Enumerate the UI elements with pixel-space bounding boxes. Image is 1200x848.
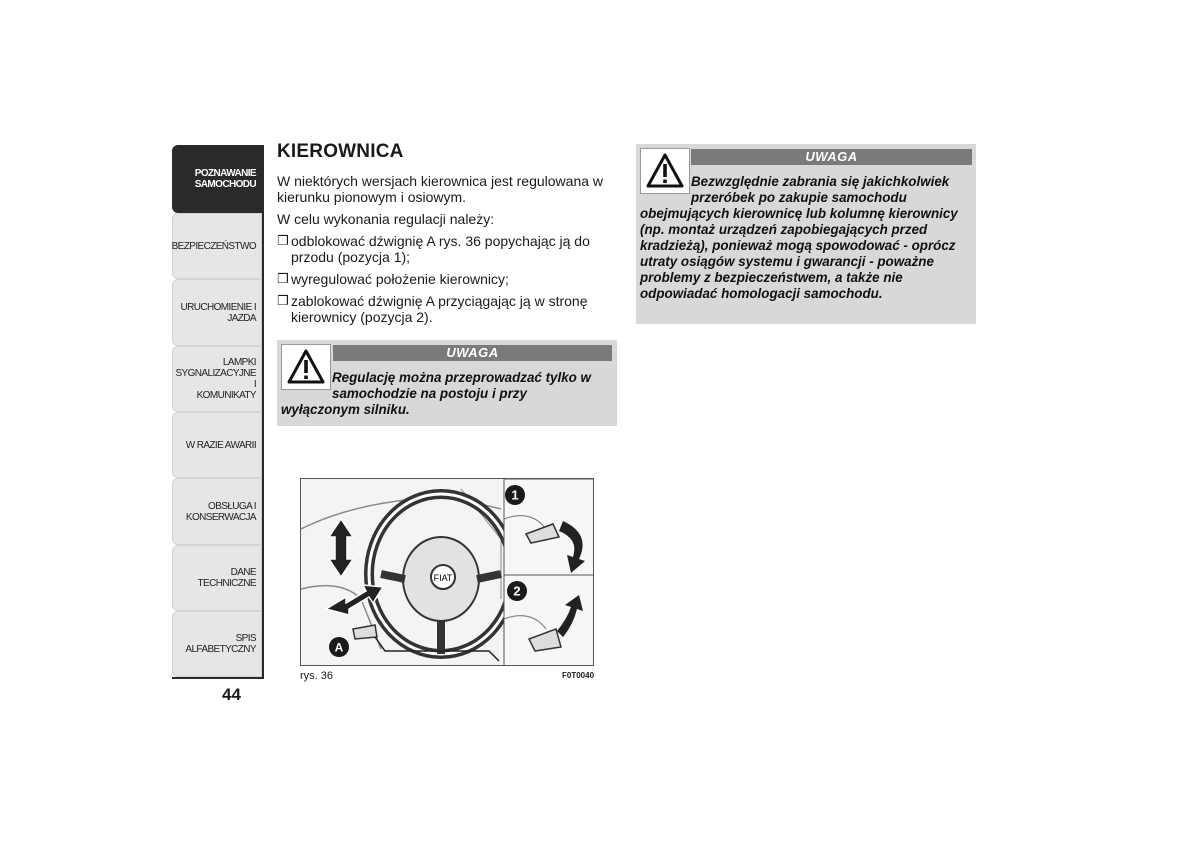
tab-label: OBSŁUGA I KONSERWACJA (185, 500, 256, 523)
warning-line: wyłączonym silniku. (281, 402, 410, 417)
figure-caption: rys. 36 (300, 670, 334, 682)
marker-2-label: 2 (513, 583, 521, 599)
tab-label: W RAZIE AWARII (185, 439, 256, 451)
tab-poznawanie-samochodu[interactable] (172, 145, 262, 213)
marker-a-icon (327, 635, 351, 659)
figure-code: F0T0040 (562, 671, 595, 680)
checkbox-bullet-icon: ❒ (277, 271, 289, 286)
tab-label: SPIS ALFABETYCZNY (185, 633, 256, 655)
tab-label: POZNAWANIE SAMOCHODU (194, 168, 256, 190)
warning-line: Bezwzględnie zabrania się jakichkolwiek (691, 174, 950, 189)
tab-label: URUCHOMIENIE I JAZDA (180, 301, 256, 324)
warning-line: Regulację można przeprowadzać tylko w (332, 370, 591, 385)
step-text: odblokować dźwignię A rys. 36 popychając ją do przodu (pozycja 1); (291, 233, 590, 265)
tab-label: LAMPKI SYGNALIZACYJNE I KOMUNIKATY (175, 357, 256, 401)
list-item (277, 271, 617, 287)
warning-paragraph: obejmujących kierownicę lub kolumnę kierownicy (np. montaż urządzeń zapobiegających przed kradzieżą), ponieważ mogą spowodować - oprócz utraty osiągów systemu i gwarancji - poważne problemy z bezpieczeństwem, a także nie odpowiadać homologacji samochodu. (640, 206, 958, 301)
svg-text:FIAT: FIAT (433, 573, 453, 583)
page-number-rule (172, 677, 264, 679)
tab-lampki-sygnalizacyjne[interactable] (172, 346, 262, 412)
tab-bezpieczenstwo[interactable] (172, 213, 262, 279)
warning-text (640, 174, 974, 302)
warning-box (636, 144, 976, 324)
warning-line: samochodzie na postoju i przy (332, 386, 527, 401)
warning-box (277, 340, 617, 426)
list-item (277, 293, 617, 325)
checkbox-bullet-icon: ❒ (277, 293, 289, 308)
checkbox-bullet-icon: ❒ (277, 233, 289, 248)
page-number: 44 (222, 685, 241, 704)
warning-heading: UWAGA (333, 345, 612, 361)
tab-uruchomienie-i-jazda[interactable] (172, 279, 262, 346)
warning-heading: UWAGA (691, 149, 972, 165)
tab-spis-alfabetyczny[interactable] (172, 611, 262, 677)
marker-a-label: A (334, 640, 344, 655)
lead-paragraph: W celu wykonania regulacji należy: (277, 211, 495, 227)
tab-w-razie-awarii[interactable] (172, 412, 262, 478)
tab-dane-techniczne[interactable] (172, 545, 262, 611)
intro-paragraph: W niektórych wersjach kierownica jest regulowana w kierunku pionowym i osiowym. (277, 173, 604, 205)
tab-obsluga-i-konserwacja[interactable] (172, 478, 262, 545)
list-item (277, 233, 617, 265)
marker-1-icon (503, 483, 527, 507)
warning-line: przeróbek po zakupie samochodu (691, 190, 907, 205)
tabs-divider (262, 145, 264, 677)
section-title: KIEROWNICA (277, 141, 404, 162)
step-text: zablokować dźwignię A przyciągając ją w stronę kierownicy (pozycja 2). (291, 293, 588, 325)
warning-text (281, 370, 615, 418)
tab-label: BEZPIECZEŃSTWO (171, 240, 256, 252)
step-text: wyregulować położenie kierownicy; (291, 271, 509, 287)
marker-2-icon (505, 579, 529, 603)
marker-1-label: 1 (511, 487, 519, 503)
section-body (277, 173, 617, 331)
tab-label: DANE TECHNICZNE (197, 567, 256, 589)
